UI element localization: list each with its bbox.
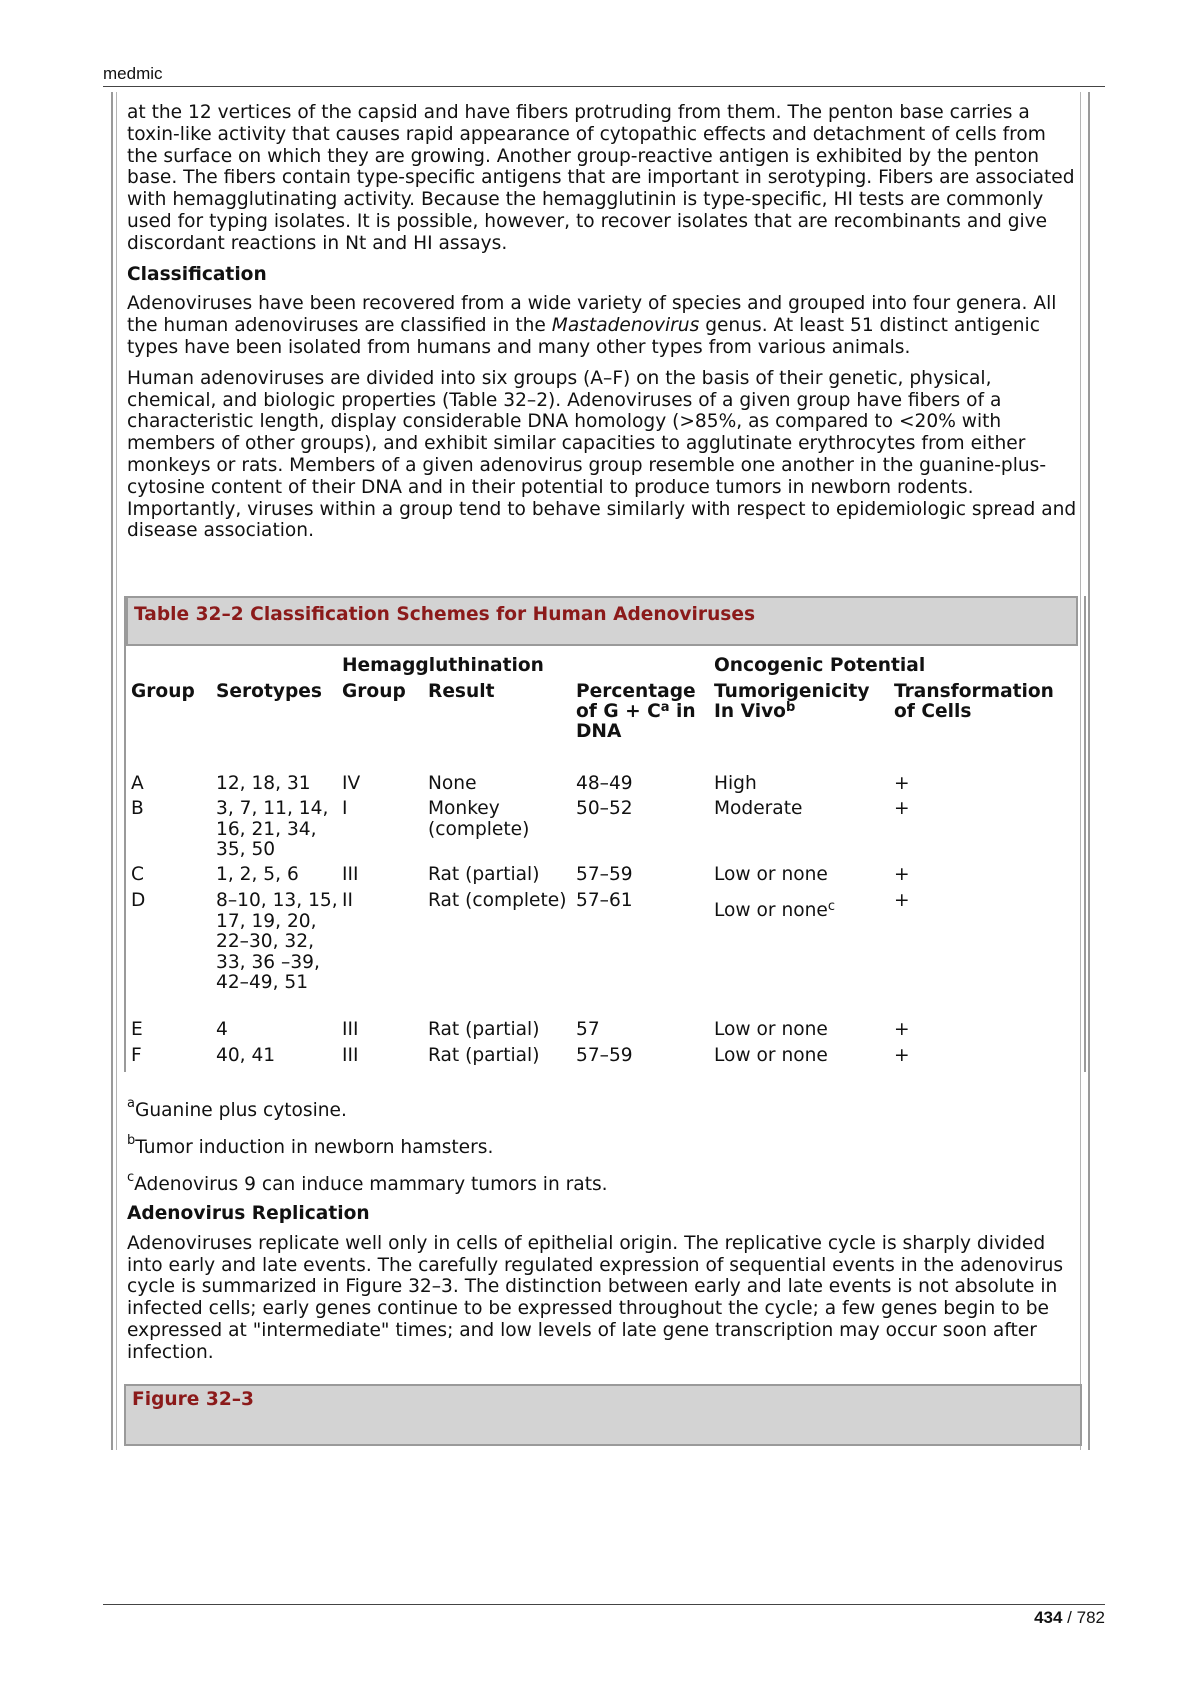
cell-result <box>428 865 568 886</box>
cell-group-text: E <box>131 1019 143 1040</box>
cell-pct <box>576 774 706 795</box>
genus-name: Mastadenovirus <box>551 315 700 337</box>
cell-transform <box>894 865 1074 886</box>
cell-hgroup <box>342 1020 422 1041</box>
cell-result-text: Rat (partial) <box>428 864 540 885</box>
cell-hgroup-text: I <box>342 798 348 819</box>
footnote-a-text: Guanine plus cytosine. <box>134 1100 347 1121</box>
cell-transform <box>894 1020 1074 1041</box>
cell-pct <box>576 891 706 912</box>
cell-tumor <box>714 901 890 922</box>
cell-tumor-footnote-mark: c <box>827 899 835 914</box>
cell-result <box>428 774 568 795</box>
footnote-b <box>127 1133 494 1158</box>
figure-title: Figure 32–3 <box>132 1389 254 1410</box>
cell-transform <box>894 1046 1074 1067</box>
cell-pct-text: 57–59 <box>576 864 633 885</box>
cell-serotypes <box>216 1020 338 1041</box>
cell-group <box>131 865 211 886</box>
footnote-c-mark: c <box>127 1170 135 1185</box>
cell-group <box>131 1046 211 1067</box>
cell-serotypes-text: 12, 18, 31 <box>216 773 311 794</box>
cell-hgroup-text: III <box>342 1019 359 1040</box>
cell-hgroup-text: III <box>342 864 359 885</box>
page-number: 434 <box>1034 1608 1063 1627</box>
footnote-b-mark: b <box>127 1133 136 1148</box>
classification-p1-text-end: genus. At least 51 distinct antigenic types have been isolated from humans and many other types from various animals. <box>127 315 1040 358</box>
cell-tumor <box>714 1046 890 1067</box>
table-title: Table 32–2 Classification Schemes for Human Adenoviruses <box>134 604 756 625</box>
cell-transform-text: + <box>894 798 910 819</box>
cell-pct-text: 57 <box>576 1019 600 1040</box>
cell-serotypes-text: 3, 7, 11, 14, 16, 21, 34, 35, 50 <box>216 798 329 860</box>
classification-p1-text: Adenoviruses have been recovered from a wide variety of species and grouped into four genera. All the human adenoviruses are classified in the <box>127 293 1057 337</box>
cell-pct-text: 50–52 <box>576 798 633 819</box>
cell-result-text: Monkey (complete) <box>428 798 530 840</box>
cell-result-text: Rat (partial) <box>428 1045 540 1066</box>
table-title-bar <box>126 596 1078 646</box>
header-pct-footnote-mark: a <box>660 700 670 715</box>
cell-hgroup-text: III <box>342 1045 359 1066</box>
cell-tumor-text: Low or none <box>714 1019 828 1040</box>
cell-group <box>131 774 211 795</box>
cell-transform <box>894 891 1074 912</box>
cell-pct-text: 57–61 <box>576 890 633 911</box>
footnote-a <box>127 1096 347 1121</box>
cell-serotypes-text: 4 <box>216 1019 228 1040</box>
header-serotypes: Serotypes <box>216 681 322 702</box>
footnote-c-text: Adenovirus 9 can induce mammary tumors in rats. <box>134 1174 608 1195</box>
header-result: Result <box>428 681 495 702</box>
cell-group-text: F <box>131 1045 142 1066</box>
cell-group <box>131 799 211 820</box>
cell-serotypes <box>216 799 338 861</box>
cell-serotypes-text: 40, 41 <box>216 1045 276 1066</box>
header-oncogenic-potential: Oncogenic Potential <box>714 655 926 676</box>
cell-tumor <box>714 1020 890 1041</box>
header-hemagglutination: Hemaggluthination <box>342 655 544 676</box>
classification-paragraph-1 <box>127 293 1079 358</box>
cell-group-text: D <box>131 890 146 911</box>
cell-transform-text: + <box>894 773 910 794</box>
cell-transform-text: + <box>894 1045 910 1066</box>
cell-hgroup <box>342 774 422 795</box>
header-transformation: Transformation of Cells <box>894 681 1054 722</box>
figure-box <box>124 1384 1082 1446</box>
cell-group <box>131 1020 211 1041</box>
cell-result-text: None <box>428 773 477 794</box>
cell-group <box>131 891 211 912</box>
page-header <box>103 64 1105 87</box>
cell-tumor-text: Low or none <box>714 864 828 885</box>
cell-result <box>428 799 568 840</box>
cell-serotypes <box>216 891 338 994</box>
replication-section <box>127 1203 1079 1373</box>
classification-paragraph-2: Human adenoviruses are divided into six groups (A–F) on the basis of their genetic, physical, chemical, and biologic properties (Table 32–2). Adenoviruses of a given group have fibers of a characteristic length, display considerable DNA homology (>85%, as compared to <20% with members of other groups), and exhibit similar capacities to agglutinate erythrocytes from either monkeys or rats. Members of a given adenovirus group resemble one another in the guanine-plus-cytosine content of their DNA and in their potential to produce tumors in newborn rodents. Importantly, viruses within a group tend to behave similarly with respect to epidemiologic spread and disease association. <box>127 367 1077 542</box>
cell-tumor <box>714 774 890 795</box>
cell-result <box>428 1046 568 1067</box>
page-footer <box>103 1604 1105 1628</box>
intro-paragraph: at the 12 vertices of the capsid and have fibers protruding from them. The penton base carries a toxin-like activity that causes rapid appearance of cytopathic effects and detachment of cells from the surface on which they are growing. Another group-reactive antigen is exhibited by the penton base. The fibers contain type-specific antigens that are important in serotyping. Fibers are associated with hemagglutinating activity. Because the hemagglutinin is type-specific, HI tests are commonly used for typing isolates. It is possible, however, to recover isolates that are recombinants and give discordant reactions in Nt and HI assays. <box>127 102 1075 254</box>
cell-pct <box>576 865 706 886</box>
classification-heading: Classification <box>127 263 267 285</box>
cell-transform <box>894 774 1074 795</box>
header-tumor-text: Tumorigenicity In Vivo <box>714 681 870 722</box>
replication-paragraph: Adenoviruses replicate well only in cells of epithelial origin. The replicative cycle is sharply divided into early and late events. The carefully regulated expression of sequential events in the adenovirus cycle is summarized in Figure 32–3. The distinction between early and late events is not absolute in infected cells; early genes continue to be expressed throughout the cycle; a few genes begin to be expressed at "intermediate" times; and low levels of late gene transcription may occur soon after infection. <box>127 1232 1064 1363</box>
cell-result <box>428 891 568 912</box>
cell-pct-text: 57–59 <box>576 1045 633 1066</box>
frame-inner-left-rule <box>116 92 117 1450</box>
header-tumorigenicity <box>714 682 890 722</box>
cell-tumor-text: High <box>714 773 757 794</box>
cell-tumor-text: Moderate <box>714 798 803 819</box>
footnote-b-text: Tumor induction in newborn hamsters. <box>135 1137 494 1158</box>
header-hemagg-group: Group <box>342 681 406 702</box>
header-tumor-footnote-mark: b <box>785 700 796 715</box>
cell-transform-text: + <box>894 1019 910 1040</box>
cell-tumor <box>714 865 890 886</box>
footnote-a-mark: a <box>127 1096 135 1111</box>
cell-result-text: Rat (partial) <box>428 1019 540 1040</box>
cell-hgroup <box>342 799 422 820</box>
classification-table <box>124 596 1086 1072</box>
cell-hgroup <box>342 891 422 912</box>
cell-group-text: C <box>131 864 144 885</box>
cell-group-text: A <box>131 773 144 794</box>
cell-serotypes <box>216 774 338 795</box>
page-total: / 782 <box>1062 1608 1105 1627</box>
cell-pct <box>576 1046 706 1067</box>
cell-transform <box>894 799 1074 820</box>
cell-transform-text: + <box>894 864 910 885</box>
header-pct-text: Percentage of G + C <box>576 681 696 722</box>
cell-serotypes-text: 1, 2, 5, 6 <box>216 864 299 885</box>
cell-tumor <box>714 799 890 820</box>
cell-serotypes-text: 8–10, 13, 15, 17, 19, 20, 22–30, 32, 33, 36 –39, 42–49, 51 <box>216 890 338 993</box>
replication-heading: Adenovirus Replication <box>127 1203 370 1224</box>
header-group: Group <box>131 681 195 702</box>
cell-pct <box>576 1020 706 1041</box>
cell-group-text: B <box>131 798 144 819</box>
cell-hgroup-text: II <box>342 890 353 911</box>
cell-tumor-text: Low or none <box>714 900 828 921</box>
cell-pct-text: 48–49 <box>576 773 633 794</box>
cell-hgroup <box>342 1046 422 1067</box>
footnote-c <box>127 1170 608 1195</box>
header-percentage-gc <box>576 682 711 742</box>
header-title: medmic <box>103 64 163 83</box>
cell-result <box>428 1020 568 1041</box>
cell-serotypes <box>216 1046 338 1067</box>
cell-transform-text: + <box>894 890 910 911</box>
content-body <box>127 102 1079 551</box>
cell-hgroup <box>342 865 422 886</box>
header-pct-text-end: in DNA <box>576 701 696 742</box>
cell-pct <box>576 799 706 820</box>
cell-tumor-text: Low or none <box>714 1045 828 1066</box>
cell-hgroup-text: IV <box>342 773 361 794</box>
cell-result-text: Rat (complete) <box>428 890 567 911</box>
cell-serotypes <box>216 865 338 886</box>
